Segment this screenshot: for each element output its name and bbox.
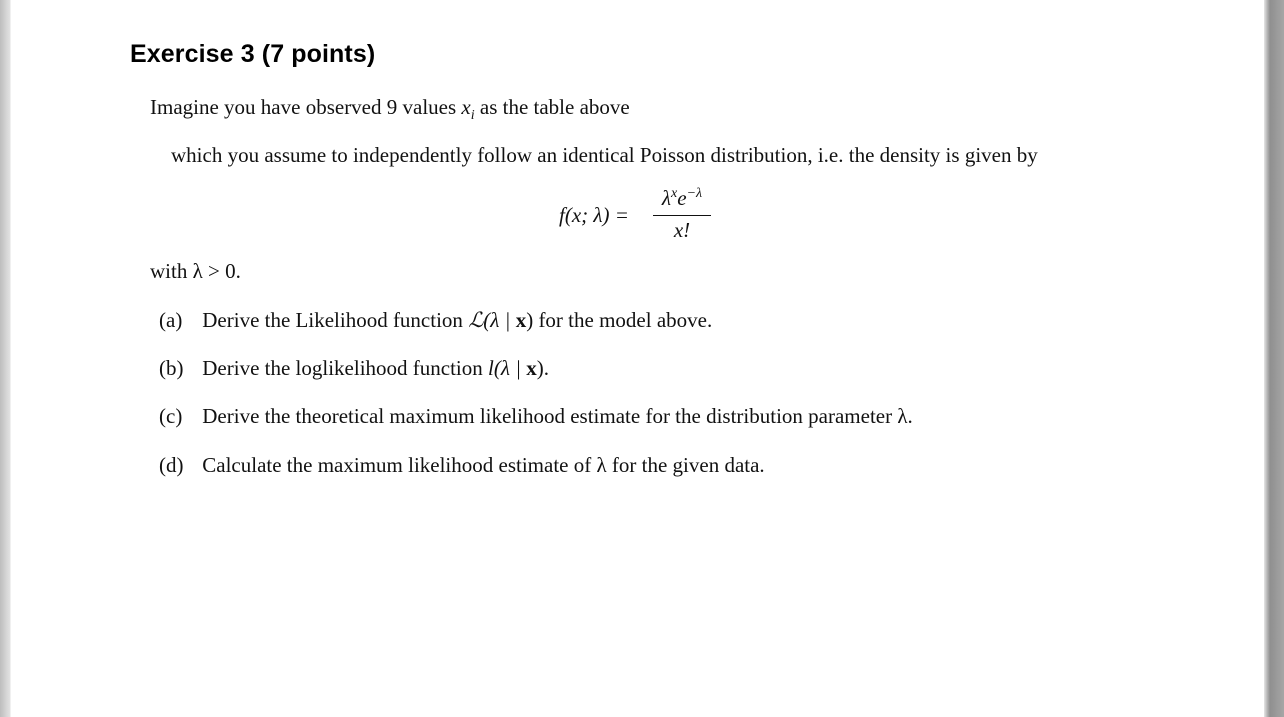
likelihood-close: ) bbox=[526, 308, 534, 332]
numerator-e: e bbox=[677, 186, 687, 210]
fraction-bar bbox=[653, 215, 711, 216]
loglikelihood-expression bbox=[488, 356, 549, 380]
equation-lhs: f(x; λ) = bbox=[559, 203, 629, 227]
loglikelihood-symbol: l(λ | bbox=[488, 356, 527, 380]
bold-vector-x: x bbox=[515, 308, 527, 332]
lambda-condition: with λ > 0. bbox=[150, 259, 241, 283]
intro-line-1-prefix: Imagine you have observed 9 values bbox=[150, 95, 457, 119]
list-item-d bbox=[159, 453, 765, 478]
fraction-denominator: x! bbox=[673, 218, 691, 242]
item-label-d: (d) bbox=[159, 453, 184, 477]
intro-line-1-suffix: as the table above bbox=[479, 95, 630, 119]
item-label-c: (c) bbox=[159, 404, 183, 428]
item-a-text-after: for the model above. bbox=[538, 308, 713, 332]
numerator-lambda: λ bbox=[661, 186, 672, 210]
item-a-text-before: Derive the Likelihood function bbox=[202, 308, 463, 332]
viewer-right-edge bbox=[1264, 0, 1284, 717]
likelihood-expression bbox=[468, 308, 533, 332]
variable-x-i bbox=[461, 95, 475, 124]
numerator-exponent-x: x bbox=[671, 186, 678, 201]
list-item-a bbox=[159, 308, 712, 333]
item-c-text: Derive the theoretical maximum likelihood estimate for the distribution parameter λ. bbox=[202, 404, 913, 428]
likelihood-symbol: ℒ(λ | bbox=[468, 308, 516, 332]
list-item-c bbox=[159, 404, 913, 429]
item-label-a: (a) bbox=[159, 308, 183, 332]
variable-x: x bbox=[461, 95, 471, 119]
loglikelihood-close: ). bbox=[536, 356, 549, 380]
intro-line-1 bbox=[150, 95, 630, 124]
exercise-title: Exercise 3 (7 points) bbox=[130, 40, 376, 68]
document-page bbox=[11, 0, 1264, 717]
numerator-exponent-neg-lambda: −λ bbox=[686, 186, 703, 201]
subscript-i: i bbox=[470, 108, 475, 124]
item-label-b: (b) bbox=[159, 356, 184, 380]
bold-vector-x: x bbox=[526, 356, 537, 380]
fraction-numerator bbox=[653, 186, 711, 211]
item-d-text: Calculate the maximum likelihood estimate of λ for the given data. bbox=[202, 453, 765, 477]
item-b-text-before: Derive the loglikelihood function bbox=[202, 356, 483, 380]
list-item-b bbox=[159, 356, 549, 381]
intro-line-2: which you assume to independently follow an identical Poisson distribution, i.e. the density is given by bbox=[171, 143, 1038, 167]
